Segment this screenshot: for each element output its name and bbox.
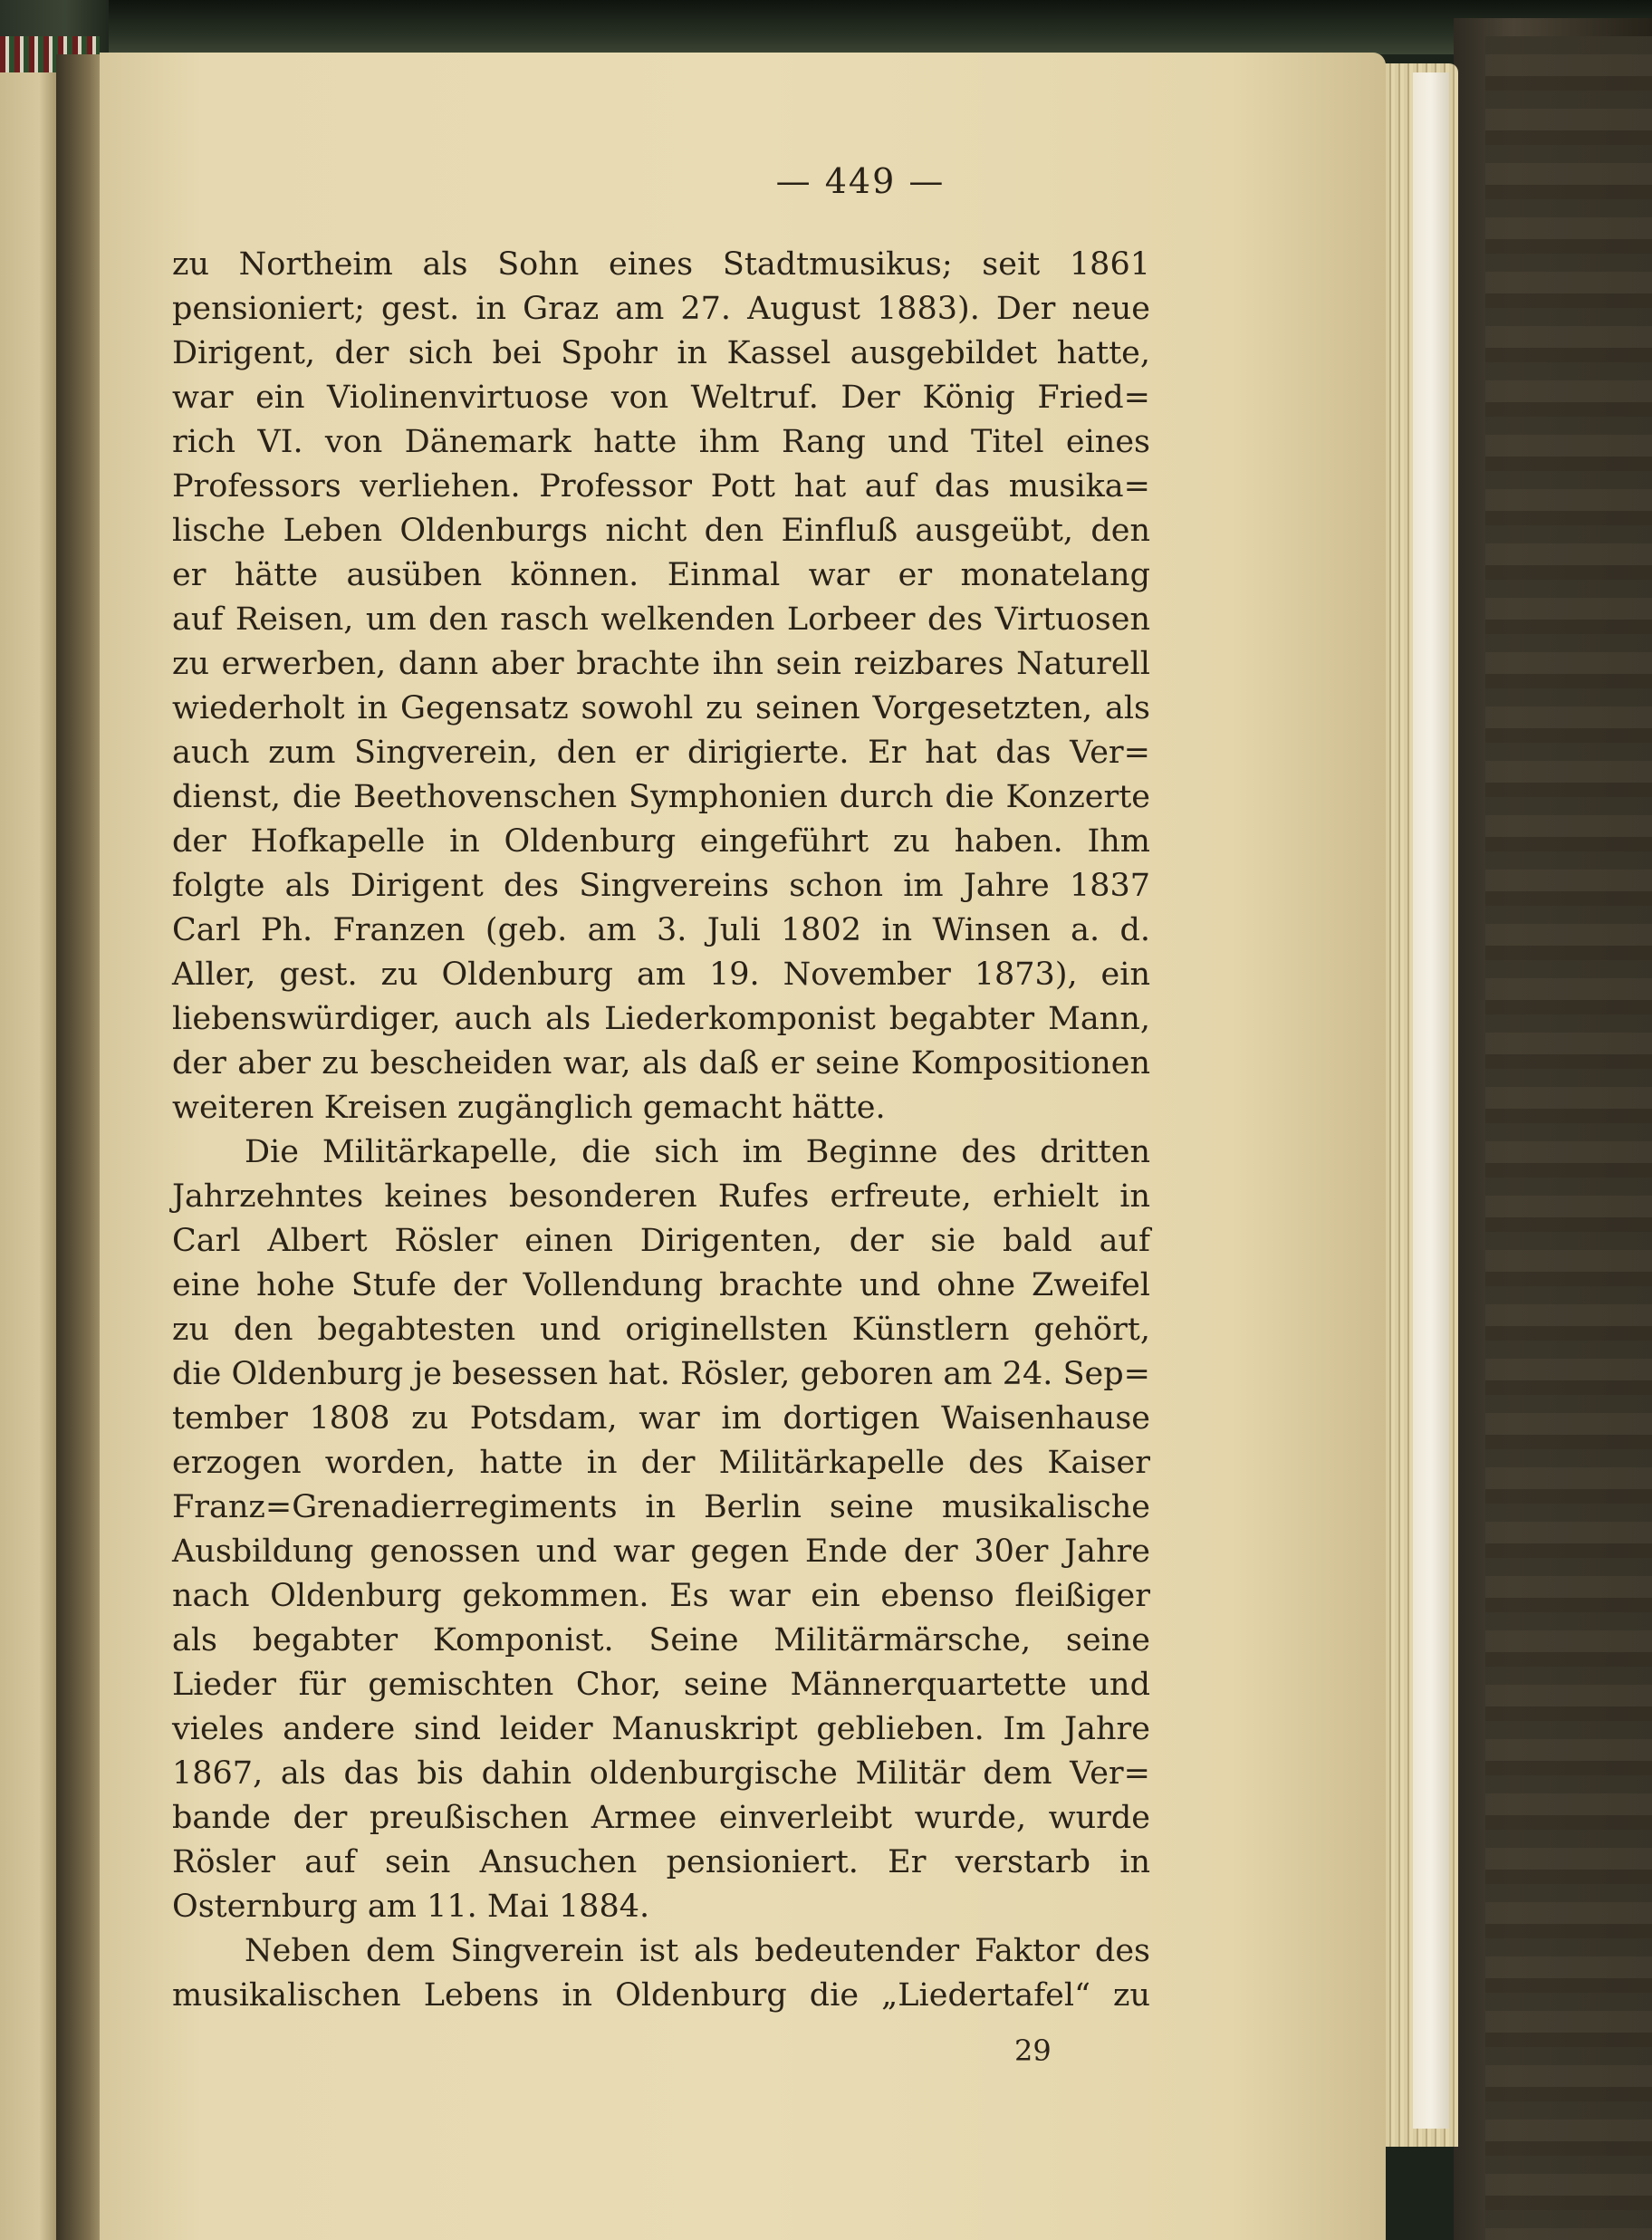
text-line: lische Leben Oldenburgs nicht den Einfluß ausgeübt, den [172, 513, 1150, 549]
text-line: nach Oldenburg gekommen. Es war ein ebenso fleißiger [172, 1578, 1150, 1614]
text-line: Jahrzehntes keines besonderen Rufes erfreute, erhielt in [172, 1178, 1150, 1215]
text-line: Rösler auf sein Ansuchen pensioniert. Er verstarb in [172, 1844, 1150, 1880]
text-line: Neben dem Singverein ist als bedeutender Faktor des [245, 1933, 1150, 1969]
text-line: Dirigent, der sich bei Spohr in Kassel ausgebildet hatte, [172, 335, 1150, 371]
text-line: die Oldenburg je besessen hat. Rösler, geboren am 24. Sep= [172, 1356, 1150, 1392]
text-line: zu den begabtesten und originellsten Künstlern gehört, [172, 1312, 1150, 1348]
text-line: Aller, gest. zu Oldenburg am 19. November 1873), ein [172, 957, 1150, 993]
text-line: eine hohe Stufe der Vollendung brachte und ohne Zweifel [172, 1267, 1150, 1303]
text-line: zu Northeim als Sohn eines Stadtmusikus; seit 1861 [172, 246, 1150, 283]
text-line: Ausbildung genossen und war gegen Ende der 30er Jahre [172, 1533, 1150, 1570]
text-line: als begabter Komponist. Seine Militärmärsche, seine [172, 1622, 1150, 1658]
cover-leather-texture [1485, 36, 1652, 2240]
text-line: Carl Albert Rösler einen Dirigenten, der sie bald auf [172, 1223, 1150, 1259]
text-line: Carl Ph. Franzen (geb. am 3. Juli 1802 in Winsen a. d. [172, 912, 1150, 948]
text-line: war ein Violinenvirtuose von Weltruf. Der König Fried= [172, 380, 1150, 416]
text-line: der aber zu bescheiden war, als daß er seine Kompositionen [172, 1045, 1150, 1082]
text-line: folgte als Dirigent des Singvereins schon im Jahre 1837 [172, 868, 1150, 904]
text-line: liebenswürdiger, auch als Liederkomponist begabter Mann, [172, 1001, 1150, 1037]
text-line: Osternburg am 11. Mai 1884. [172, 1889, 650, 1925]
signature-mark: 29 [1014, 2033, 1052, 2068]
text-line: dienst, die Beethovenschen Symphonien durch die Konzerte [172, 779, 1150, 815]
text-line: weiteren Kreisen zugänglich gemacht hätte. [172, 1090, 886, 1126]
text-line: 1867, als das bis dahin oldenburgische Militär dem Ver= [172, 1755, 1150, 1792]
top-cover-edge [91, 0, 1652, 54]
text-line: Franz=Grenadierregiments in Berlin seine musikalische [172, 1489, 1150, 1525]
text-line: Lieder für gemischten Chor, seine Männerquartette und [172, 1667, 1150, 1703]
text-line: pensioniert; gest. in Graz am 27. August 1883). Der neue [172, 291, 1150, 327]
text-line: zu erwerben, dann aber brachte ihn sein reizbares Naturell [172, 646, 1150, 682]
previous-page-edge [0, 72, 56, 2240]
text-line: wiederholt in Gegensatz sowohl zu seinen Vorgesetzten, als [172, 690, 1150, 726]
endpaper-edge [1413, 72, 1449, 2129]
text-line: auf Reisen, um den rasch welkenden Lorbeer des Virtuosen [172, 601, 1150, 638]
text-line: der Hofkapelle in Oldenburg eingeführt zu haben. Ihm [172, 823, 1150, 860]
text-line: Professors verliehen. Professor Pott hat auf das musika= [172, 468, 1150, 505]
text-line: musikalischen Lebens in Oldenburg die „Liedertafel“ zu [172, 1977, 1150, 2014]
text-line: auch zum Singverein, den er dirigierte. Er hat das Ver= [172, 735, 1150, 771]
text-line: bande der preußischen Armee einverleibt wurde, wurde [172, 1800, 1150, 1836]
text-line: vieles andere sind leider Manuskript geblieben. Im Jahre [172, 1711, 1150, 1747]
text-line: tember 1808 zu Potsdam, war im dortigen Waisenhause [172, 1400, 1150, 1437]
text-line: erzogen worden, hatte in der Militärkapelle des Kaiser [172, 1445, 1150, 1481]
text-line: er hätte ausüben können. Einmal war er monatelang [172, 557, 1150, 593]
page-number: — 449 — [775, 161, 946, 201]
text-line: rich VI. von Dänemark hatte ihm Rang und Titel eines [172, 424, 1150, 460]
text-line: Die Militärkapelle, die sich im Beginne des dritten [245, 1134, 1150, 1170]
